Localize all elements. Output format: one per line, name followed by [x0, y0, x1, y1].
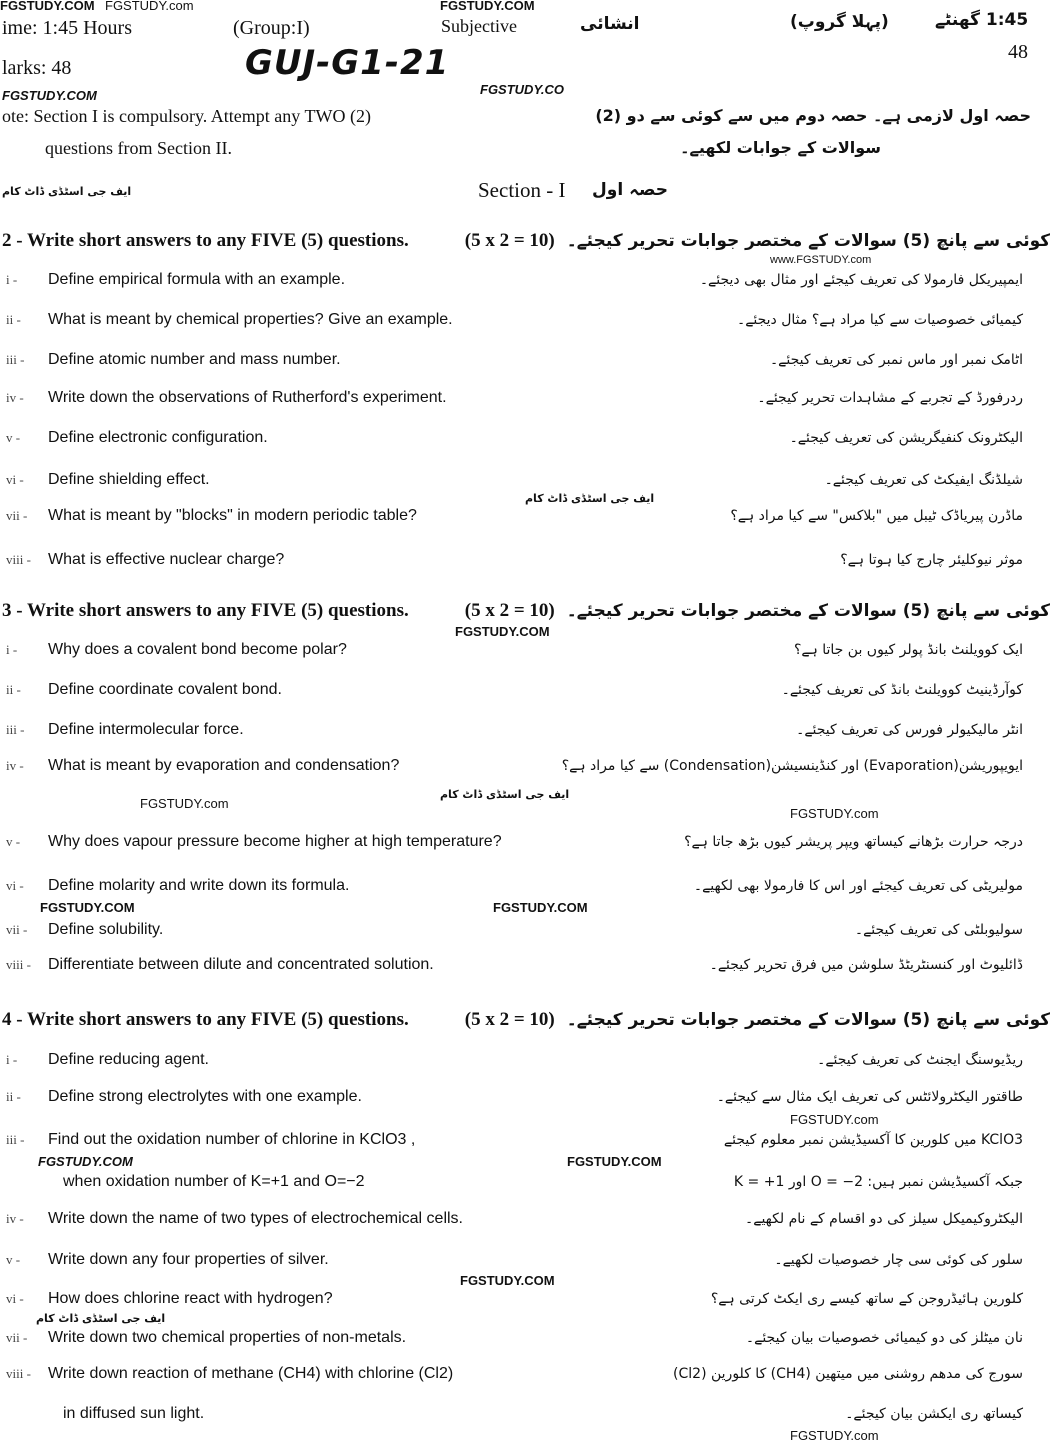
question-text: when oxidation number of K=+1 and O=−2 — [63, 1173, 365, 1190]
section-heading: 2 - Write short answers to any FIVE (5) questions. — [2, 230, 409, 251]
question-number: viii - — [6, 957, 31, 972]
question-number: iv - — [6, 1211, 24, 1226]
urdu-question-text: ایویپوریشن(Evaporation) اور کنڈینسیشن(Condensation) سے کیا مراد ہے؟ — [561, 758, 1023, 774]
paper-type: Subjective — [441, 16, 517, 36]
watermark: FGSTUDY.COM — [2, 88, 97, 103]
question-text: Why does vapour pressure become higher at high temperature? — [48, 833, 502, 850]
question-row — [0, 310, 1031, 330]
question-row — [0, 270, 1031, 290]
urdu-question-text: نان میٹلز کی دو کیمیائی خصوصیات بیان کیجئے۔ — [745, 1330, 1023, 1346]
question-number: i - — [6, 1052, 18, 1067]
urdu-question-text: طاقتور الیکٹرولائٹس کی تعریف ایک مثال سے کیجئے۔ — [716, 1089, 1023, 1105]
question-row — [0, 1328, 1031, 1348]
question-row — [0, 550, 1031, 570]
urdu-section-heading: کوئی سے پانچ (5) سوالات کے مختصر جوابات تحریر کیجئے۔ — [566, 1010, 1050, 1030]
question-number: v - — [6, 430, 21, 445]
question-text: Define molarity and write down its formula. — [48, 877, 350, 894]
question-number: iii - — [6, 1132, 25, 1147]
question-text: Find out the oxidation number of chlorine in KClO3 , — [48, 1131, 416, 1148]
urdu-group: (پہلا گروپ) — [790, 12, 889, 32]
watermark: FGSTUDY.COM — [455, 624, 550, 639]
question-text: What is meant by "blocks" in modern periodic table? — [48, 507, 417, 524]
section-heading-row — [0, 229, 1050, 253]
question-number: iv - — [6, 390, 24, 405]
section-heading: 4 - Write short answers to any FIVE (5) questions. — [2, 1009, 409, 1030]
question-text: in diffused sun light. — [63, 1405, 205, 1422]
question-row — [0, 1172, 1031, 1192]
question-row — [0, 350, 1031, 370]
question-number: viii - — [6, 552, 31, 567]
urdu-question-text: الیکٹرونک کنفیگریشن کی تعریف کیجئے۔ — [789, 430, 1023, 446]
section-marks: (5 x 2 = 10) — [464, 600, 555, 621]
watermark: FGSTUDY.com — [790, 806, 879, 821]
watermark: ایف جی اسٹڈی ڈاٹ کام — [440, 788, 570, 801]
question-number: ii - — [6, 682, 21, 697]
question-text: Define coordinate covalent bond. — [48, 681, 282, 698]
urdu-note-line-2: سوالات کے جوابات لکھیے۔ — [680, 138, 881, 157]
note-row — [0, 104, 1031, 128]
question-row — [0, 1209, 1031, 1229]
question-row — [0, 680, 1031, 700]
question-text: Write down two chemical properties of non-metals. — [48, 1329, 407, 1346]
question-text: Define empirical formula with an example. — [48, 271, 346, 288]
urdu-question-text: ردرفورڈ کے تجربے کے مشاہدات تحریر کیجئے۔ — [757, 390, 1023, 406]
question-number: vi - — [6, 472, 24, 487]
question-text: How does chlorine react with hydrogen? — [48, 1290, 333, 1307]
exam-group: (Group:I) — [233, 17, 310, 39]
question-row — [0, 1404, 1031, 1424]
question-number: ii - — [6, 312, 21, 327]
question-row — [0, 506, 1031, 526]
exam-time: ime: 1:45 Hours — [2, 17, 132, 39]
section-heading-row — [0, 599, 1050, 623]
question-text: Write down the observations of Rutherford's experiment. — [48, 389, 447, 406]
question-number: vi - — [6, 878, 24, 893]
watermark: ایف جی اسٹڈی ڈاٹ کام — [525, 492, 655, 505]
urdu-question-text: موثر نیوکلیئر چارج کیا ہوتا ہے؟ — [840, 552, 1023, 568]
question-row — [0, 428, 1031, 448]
question-text: Define solubility. — [48, 921, 164, 938]
section-marks: (5 x 2 = 10) — [464, 1009, 555, 1030]
question-row — [0, 1050, 1031, 1070]
section-heading-row — [0, 1008, 1050, 1032]
exam-marks: larks: 48 — [2, 57, 72, 79]
watermark: ایف جی اسٹڈی ڈاٹ کام — [36, 1312, 166, 1325]
watermark: FGSTUDY.CO — [480, 82, 565, 97]
question-text: Define electronic configuration. — [48, 429, 268, 446]
question-text: Write down the name of two types of electrochemical cells. — [48, 1210, 463, 1227]
watermark: FGSTUDY.COM — [0, 0, 95, 13]
urdu-question-text: ڈائلیوٹ اور کنسنٹریٹڈ سلوشن میں فرق تحریر کیجئے۔ — [709, 957, 1023, 973]
urdu-question-text: ایک کوویلنٹ بانڈ پولر کیوں بن جاتا ہے؟ — [793, 642, 1023, 658]
question-text: Define atomic number and mass number. — [48, 351, 341, 368]
question-text: Define shielding effect. — [48, 471, 210, 488]
question-number: vi - — [6, 1291, 24, 1306]
urdu-question-text: شیلڈنگ ایفیکٹ کی تعریف کیجئے۔ — [824, 472, 1023, 488]
question-row — [0, 1130, 1031, 1150]
watermark: ایف جی اسٹڈی ڈاٹ کام — [2, 185, 132, 198]
urdu-question-text: سلور کی کوئی سی چار خصوصیات لکھیے۔ — [774, 1252, 1023, 1268]
note-line-1: ote: Section I is compulsory. Attempt any TWO (2) — [2, 106, 371, 126]
question-row — [0, 955, 1031, 975]
question-text: What is effective nuclear charge? — [48, 551, 285, 568]
question-number: iii - — [6, 722, 25, 737]
urdu-question-text: کیمیائی خصوصیات سے کیا مراد ہے؟ مثال دیجئے۔ — [736, 312, 1023, 328]
question-number: v - — [6, 834, 21, 849]
urdu-question-text: کوآرڈینیٹ کوویلنٹ بانڈ کی تعریف کیجئے۔ — [781, 682, 1023, 698]
watermark: FGSTUDY.COM — [567, 1154, 662, 1169]
urdu-question-text: انٹر مالیکیولر فورس کی تعریف کیجئے۔ — [796, 722, 1023, 738]
question-number: vii - — [6, 508, 28, 523]
question-text: What is meant by evaporation and condensation? — [48, 757, 400, 774]
question-text: Why does a covalent bond become polar? — [48, 641, 347, 658]
question-number: vii - — [6, 922, 28, 937]
urdu-question-text: سورج کی مدھم روشنی میں میتھین (CH4) کا کلورین (Cl2) — [673, 1366, 1023, 1382]
question-text: Define intermolecular force. — [48, 721, 244, 738]
watermark: FGSTUDY.com — [790, 1112, 879, 1127]
question-row — [0, 388, 1031, 408]
question-row — [0, 1250, 1031, 1270]
urdu-section-heading: کوئی سے پانچ (5) سوالات کے مختصر جوابات تحریر کیجئے۔ — [566, 231, 1050, 251]
watermark: FGSTUDY.com — [140, 796, 229, 811]
question-text: Write down any four properties of silver. — [48, 1251, 329, 1268]
question-row — [0, 470, 1031, 490]
watermark: FGSTUDY.COM — [440, 0, 535, 13]
urdu-question-text: KClO3 میں کلورین کا آکسیڈیشن نمبر معلوم کیجئے — [723, 1132, 1023, 1148]
question-row — [0, 1364, 1031, 1384]
question-row — [0, 876, 1031, 896]
question-row — [0, 920, 1031, 940]
watermark: FGSTUDY.COM — [460, 1273, 555, 1288]
question-text: Differentiate between dilute and concentrated solution. — [48, 956, 434, 973]
question-number: viii - — [6, 1366, 31, 1381]
watermark: www.FGSTUDY.com — [770, 254, 872, 266]
urdu-question-text: کلورین ہائیڈروجن کے ساتھ کیسے ری ایکٹ کرتی ہے؟ — [710, 1291, 1023, 1307]
paper-code-handwritten: GUJ-G1-21 — [245, 43, 450, 83]
question-row — [0, 1289, 1031, 1309]
section-title: Section - I — [478, 178, 566, 202]
question-row — [0, 1087, 1031, 1107]
urdu-question-text: اٹامک نمبر اور ماس نمبر کی تعریف کیجئے۔ — [769, 352, 1023, 368]
question-text: Define strong electrolytes with one example. — [48, 1088, 362, 1105]
question-row — [0, 640, 1031, 660]
question-row — [0, 832, 1031, 852]
urdu-time: 1:45 گھنٹے — [935, 10, 1029, 30]
question-number: iii - — [6, 352, 25, 367]
note-row — [0, 136, 1031, 160]
urdu-section-title: حصہ اول — [592, 180, 669, 200]
urdu-question-text: ماڈرن پیریاڈک ٹیبل میں "بلاکس" سے کیا مراد ہے؟ — [730, 508, 1023, 524]
urdu-question-text: ریڈیوسنگ ایجنٹ کی تعریف کیجئے۔ — [817, 1052, 1023, 1068]
section-heading: 3 - Write short answers to any FIVE (5) questions. — [2, 600, 409, 621]
watermark: FGSTUDY.COM — [38, 1154, 133, 1169]
question-number: ii - — [6, 1089, 21, 1104]
question-number: v - — [6, 1252, 21, 1267]
question-text: Define reducing agent. — [48, 1051, 209, 1068]
watermark: FGSTUDY.com — [105, 0, 194, 13]
urdu-question-text: مولیریٹی کی تعریف کیجئے اور اس کا فارمولا بھی لکھیے۔ — [693, 878, 1023, 894]
watermark: FGSTUDY.COM — [40, 900, 135, 915]
question-number: i - — [6, 272, 18, 287]
urdu-marks: 48 — [1008, 41, 1028, 63]
urdu-section-heading: کوئی سے پانچ (5) سوالات کے مختصر جوابات تحریر کیجئے۔ — [566, 601, 1050, 621]
urdu-question-text: جبکہ آکسیڈیشن نمبر ہیں: O = −2 اور K = +1 — [733, 1174, 1023, 1190]
question-number: iv - — [6, 758, 24, 773]
question-row — [0, 720, 1031, 740]
question-number: i - — [6, 642, 18, 657]
question-row — [0, 756, 1031, 776]
urdu-paper-type: انشائی — [580, 14, 640, 34]
question-number: vii - — [6, 1330, 28, 1345]
watermark: FGSTUDY.COM — [493, 900, 588, 915]
urdu-note-line-1: حصہ اول لازمی ہے۔ حصہ دوم میں سے کوئی سے دو (2) — [595, 106, 1031, 125]
question-text: Write down reaction of methane (CH4) with chlorine (Cl2) — [48, 1365, 454, 1382]
note-line-2: questions from Section II. — [45, 138, 232, 158]
urdu-question-text: الیکٹروکیمیکل سیلز کی دو اقسام کے نام لکھیے۔ — [745, 1211, 1023, 1227]
question-text: What is meant by chemical properties? Give an example. — [48, 311, 453, 328]
urdu-question-text: سولیوبلٹی کی تعریف کیجئے۔ — [854, 922, 1023, 938]
urdu-question-text: ایمپیریکل فارمولا کی تعریف کیجئے اور مثال بھی دیجئے۔ — [699, 272, 1023, 288]
section-marks: (5 x 2 = 10) — [464, 230, 555, 251]
urdu-question-text: کیساتھ ری ایکشن بیان کیجئے۔ — [845, 1406, 1023, 1422]
urdu-question-text: درجہ حرارت بڑھانے کیساتھ ویپر پریشر کیوں بڑھ جاتا ہے؟ — [684, 834, 1023, 850]
watermark: FGSTUDY.com — [790, 1428, 879, 1443]
